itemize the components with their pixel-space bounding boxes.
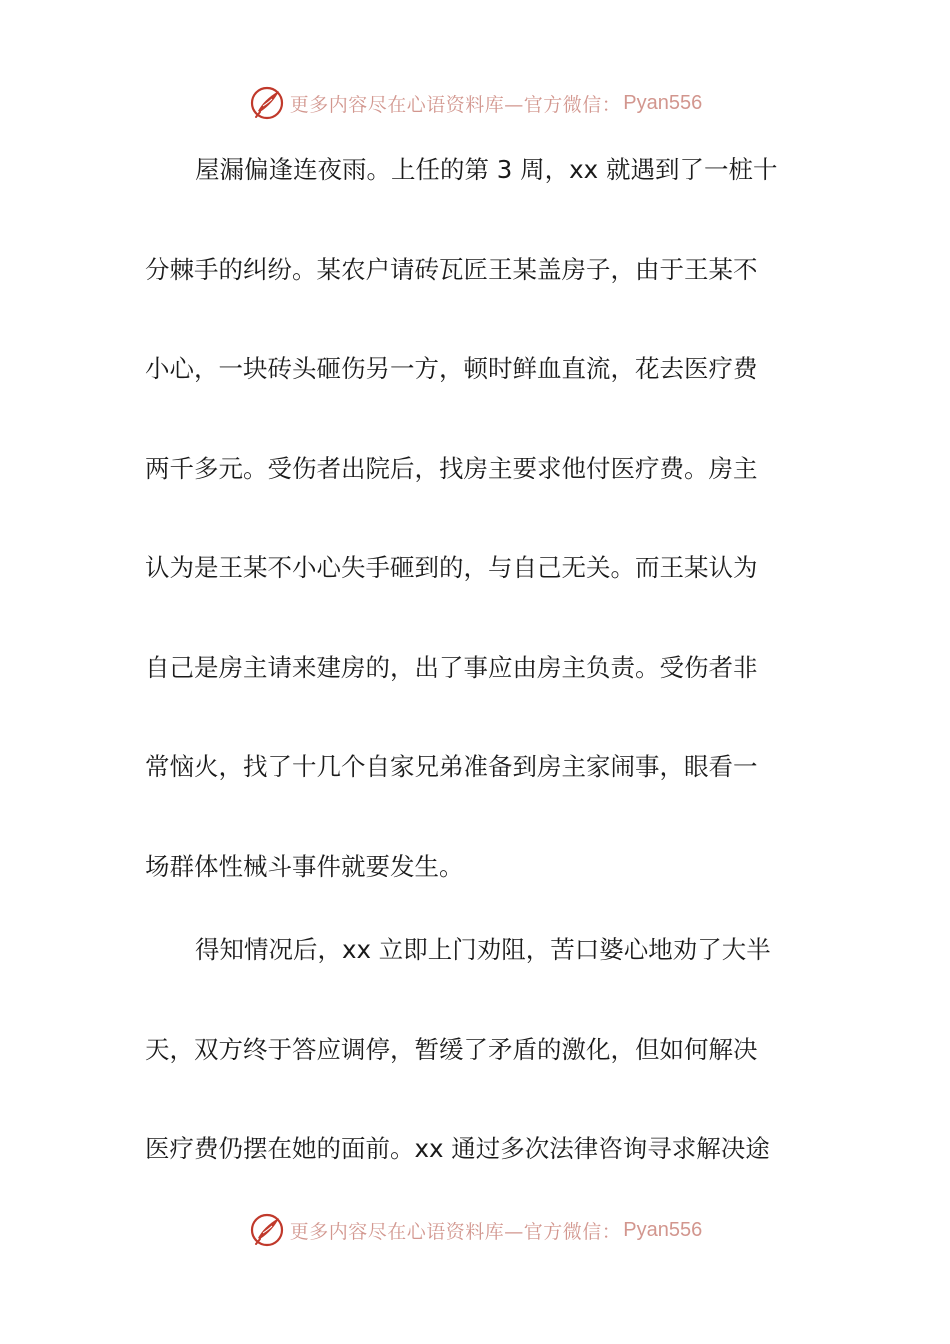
banner-wechat-id: Pyan556 <box>623 91 703 114</box>
paragraph-1-line-5: 认为是王某不小心失手砸到的，与自己无关。而王某认为 <box>145 553 758 582</box>
paragraph-1-line-6: 自己是房主请来建房的，出了事应由房主负责。受伤者非 <box>145 653 758 682</box>
paragraph-1-line-4: 两千多元。受伤者出院后，找房主要求他付医疗费。房主 <box>145 454 758 483</box>
banner-text: 更多内容尽在心语资料库—官方微信： <box>289 93 622 116</box>
footer-banner <box>0 1210 950 1250</box>
quill-pen-logo-icon <box>248 1211 286 1249</box>
paragraph-1-line-8: 场群体性械斗事件就要发生。 <box>145 852 464 881</box>
paragraph-1-line-7: 常恼火，找了十几个自家兄弟准备到房主家闹事，眼看一 <box>145 752 758 781</box>
paragraph-2-line-3: 医疗费仍摆在她的面前。xx 通过多次法律咨询寻求解决途 <box>145 1134 770 1163</box>
paragraph-1-line-3: 小心，一块砖头砸伤另一方，顿时鲜血直流，花去医疗费 <box>145 354 758 383</box>
paragraph-1-line-2: 分棘手的纠纷。某农户请砖瓦匠王某盖房子，由于王某不 <box>145 255 758 284</box>
header-banner <box>0 83 950 123</box>
paragraph-2-line-1: 得知情况后，xx 立即上门劝阻，苦口婆心地劝了大半 <box>195 935 771 964</box>
paragraph-2-line-2: 天，双方终于答应调停，暂缓了矛盾的激化，但如何解决 <box>145 1035 758 1064</box>
banner-wechat-id: Pyan556 <box>623 1218 703 1241</box>
quill-pen-logo-icon <box>248 84 286 122</box>
banner-text: 更多内容尽在心语资料库—官方微信： <box>289 1220 622 1243</box>
paragraph-1-line-1: 屋漏偏逢连夜雨。上任的第 3 周，xx 就遇到了一桩十 <box>195 155 778 184</box>
